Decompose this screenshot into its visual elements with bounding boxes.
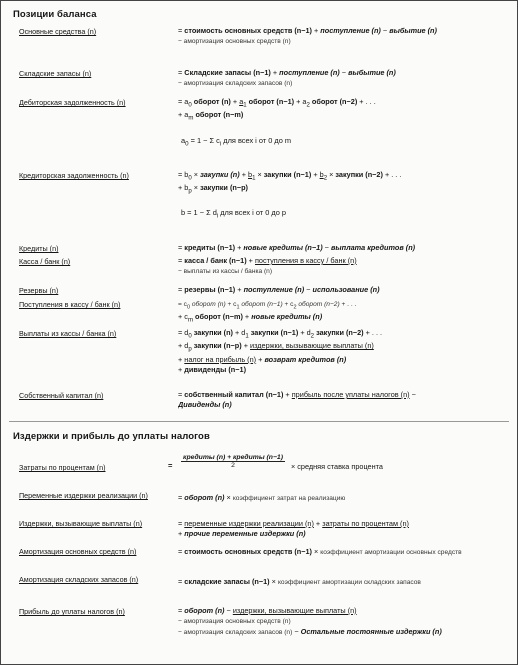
row-formula-depr-fixed	[178, 547, 512, 558]
row-label-inventory: Складские запасы (n)	[19, 69, 92, 78]
fraction-numerator: кредиты (n) + кредиты (n−1)	[183, 454, 283, 461]
formula-line: + прочие переменные издержки (n)	[178, 529, 306, 538]
row-label-interest: Затраты по процентам (n)	[19, 463, 106, 472]
formula-line: = переменные издержки реализации (n) + затраты по процентам (n)	[178, 519, 409, 528]
fraction-denominator: 2	[231, 462, 235, 469]
row-formula-cash-receipts	[178, 299, 512, 326]
formula-a0: $a_0 = 1 - \Sigma$ $c_i$ для всех i от 0 до m	[181, 136, 292, 148]
formula-line: = оборот (n) − издержки, вызывающие выплаты (n)	[178, 606, 357, 615]
row-formula-variable-costs	[178, 493, 512, 504]
row-formula-cash-payments	[178, 328, 512, 375]
row-label-receivables: Дебиторская задолженность (n)	[19, 98, 126, 107]
row-label-depr-inventory: Амортизация складских запасов (n)	[19, 575, 139, 584]
formula-line: = $b_0$ × закупки $(n) + b_1$ × закупки $(n-1) + b_2$ × закупки (n−2) + . . .	[178, 170, 402, 182]
formula-line: = $c_0$ оборот $(n) + c_1$ оборот $(n-1) + c_2$ оборот (n−2) + . . .	[178, 301, 357, 311]
row-label-fixed-assets: Основные средства (n)	[19, 27, 97, 36]
interest-fraction-tail: × средняя ставка процента	[291, 462, 383, 471]
row-formula-profit	[178, 606, 512, 638]
row-label-reserves: Резервы (n)	[19, 286, 59, 295]
equals-sign: =	[168, 461, 173, 470]
row-formula-credits	[178, 243, 512, 253]
row-formula-receivables	[178, 97, 512, 124]
formula-line: + $b_p$ × закупки (n−p)	[178, 183, 248, 195]
row-formula-reserves	[178, 285, 512, 295]
row-formula-fixed-assets	[178, 26, 512, 47]
interest-fraction	[181, 454, 285, 469]
formula-line: + налог на прибыль (n) + возврат кредитов (n)	[178, 354, 347, 364]
formula-line: = Складские запасы (n−1) + поступление (n) − выбытие (n)	[178, 68, 396, 77]
row-formula-equity	[178, 390, 512, 410]
formula-line: = кредиты (n−1) + новые кредиты (n−1) − выплата кредитов (n)	[178, 243, 416, 252]
formula-line: = касса / банк (n−1) + поступления в кассу / банк (n)	[178, 256, 357, 265]
formula-line: − амортизация основных средств (n)	[178, 618, 291, 625]
formula-line: = $d_0$ закупки $(n) + d_1$ закупки $(n-1) + d_2$ закупки (n−2) + . . .	[178, 328, 383, 340]
row-label-profit: Прибыль до уплаты налогов (n)	[19, 607, 125, 616]
row-label-cash: Касса / банк (n)	[19, 257, 71, 266]
formula-line: = $a_0$ оборот $(n) + a_1$ оборот $(n-1) + a_2$ оборот (n−2) + . . .	[178, 97, 376, 109]
formula-line: Дивиденды (n)	[178, 400, 232, 409]
row-formula-cash	[178, 256, 512, 277]
formula-line: = стоимость основных средств (n−1) × коэффициент амортизации основных средств	[178, 547, 462, 556]
row-label-cash-payments: Выплаты из кассы / банка (n)	[19, 329, 117, 338]
formula-line: − амортизация основных средств (n)	[178, 38, 291, 45]
formula-line: − выплаты из кассы / банка (n)	[178, 268, 273, 275]
formula-line: − амортизация складских запасов (n)	[178, 80, 293, 87]
row-label-payables: Кредиторская задолженность (n)	[19, 171, 129, 180]
row-label-cash-costs: Издержки, вызывающие выплаты (n)	[19, 519, 143, 528]
formula-line: = собственный капитал (n−1) + прибыль после уплаты налогов (n) −	[178, 390, 416, 399]
row-label-equity: Собственный капитал (n)	[19, 391, 104, 400]
row-label-depr-fixed: Амортизация основных средств (n)	[19, 547, 137, 556]
row-formula-depr-inventory	[178, 577, 512, 588]
formula-line: + $a_m$ оборот (n−m)	[178, 110, 244, 122]
formula-line: + $d_p$ закупки (n−p) + издержки, вызывающие выплаты (n)	[178, 341, 374, 353]
row-formula-inventory	[178, 68, 512, 89]
formula-line: − амортизация складских запасов (n) − Остальные постоянные издержки (n)	[178, 627, 442, 636]
formula-line: + $c_m$ оборот (n−m) + новые кредиты (n)	[178, 312, 323, 324]
formula-line: + дивиденды (n−1)	[178, 364, 247, 374]
row-label-variable-costs: Переменные издержки реализации (n)	[19, 491, 148, 500]
formula-line: = складские запасы (n−1) × коэффициент амортизации складских запасов	[178, 577, 421, 586]
formula-line: = резервы (n−1) + поступление (n) − использование (n)	[178, 285, 380, 294]
row-formula-cash-costs	[178, 519, 512, 539]
formula-line: = стоимость основных средств (n−1) + поступление (n) − выбытие (n)	[178, 26, 437, 35]
section-title-balance: Позиции баланса	[13, 9, 97, 20]
row-formula-payables	[178, 170, 512, 197]
section-title-costs: Издержки и прибыль до уплаты налогов	[13, 431, 210, 442]
row-label-cash-receipts: Поступления в кассу / банк (n)	[19, 300, 121, 309]
section-divider	[9, 421, 509, 422]
row-label-credits: Кредиты (n)	[19, 244, 59, 253]
formula-b: b = 1 − Σ $d_i$ для всех i от 0 до p	[181, 208, 286, 220]
formula-line: = оборот (n) × коэффициент затрат на реализацию	[178, 493, 346, 502]
